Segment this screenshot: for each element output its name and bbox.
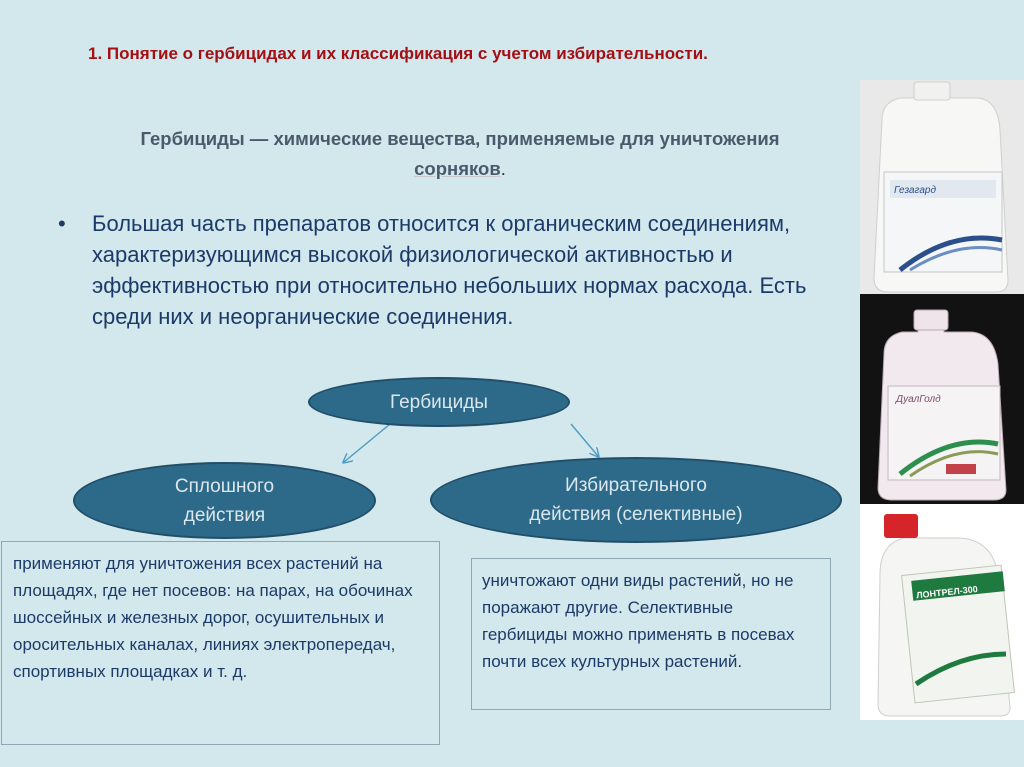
- arrow-to-left-node: [344, 424, 390, 462]
- selective-action-label-2: действия (селективные): [529, 504, 743, 525]
- canister-illustration: [860, 80, 1024, 294]
- definition-period: .: [500, 158, 506, 179]
- total-action-label-2: действия: [183, 504, 266, 526]
- total-action-description: применяют для уничтожения всех растений на площадях, где нет посевов: на парах, на обочинах шоссейных и железных дорог, осушительных и оросительных каналах, линиях электропередач, спортивных площадках и т. д.: [1, 541, 440, 745]
- herbicide-definition: [50, 124, 870, 184]
- selective-action-node: [430, 457, 842, 543]
- canister2-label: ДуалГолд: [896, 394, 941, 405]
- herbicide-canister-photo-2: [860, 294, 1024, 504]
- arrow-to-right-node: [571, 424, 598, 456]
- definition-term: сорняков: [414, 158, 501, 179]
- root-node-label: Гербициды: [390, 391, 488, 413]
- total-action-node: [73, 462, 376, 539]
- selective-action-description: уничтожают одни виды растений, но не поражают другие. Селективные гербициды можно применять в посевах почти всех культурных растений.: [471, 558, 831, 710]
- total-action-label-1: Сплошного: [174, 475, 275, 497]
- definition-line-2: [50, 154, 870, 184]
- canister-illustration: [860, 504, 1024, 720]
- bullet-dot: •: [58, 211, 66, 236]
- herbicides-root-node: [308, 377, 570, 427]
- selective-action-label-1: Избирательного: [565, 475, 707, 496]
- bullet-text: Большая часть препаратов относится к органическим соединениям, характеризующимся высокой физиологической активностью и эффективностью при относительно небольших нормах расхода. Есть среди них и неорганические соединения.: [92, 211, 807, 329]
- canister1-label: Гезагард: [894, 185, 937, 196]
- herbicide-canister-photo-1: [860, 80, 1024, 294]
- definition-line-1: Гербициды — химические вещества, применяемые для уничтожения: [140, 128, 780, 149]
- herbicide-canister-photo-3: [860, 504, 1024, 720]
- canister-illustration: [860, 294, 1024, 504]
- canister3-label: ЛОНТРЕЛ-300: [915, 583, 979, 601]
- page-title: 1. Понятие о гербицидах и их классификация с учетом избирательности.: [88, 44, 708, 63]
